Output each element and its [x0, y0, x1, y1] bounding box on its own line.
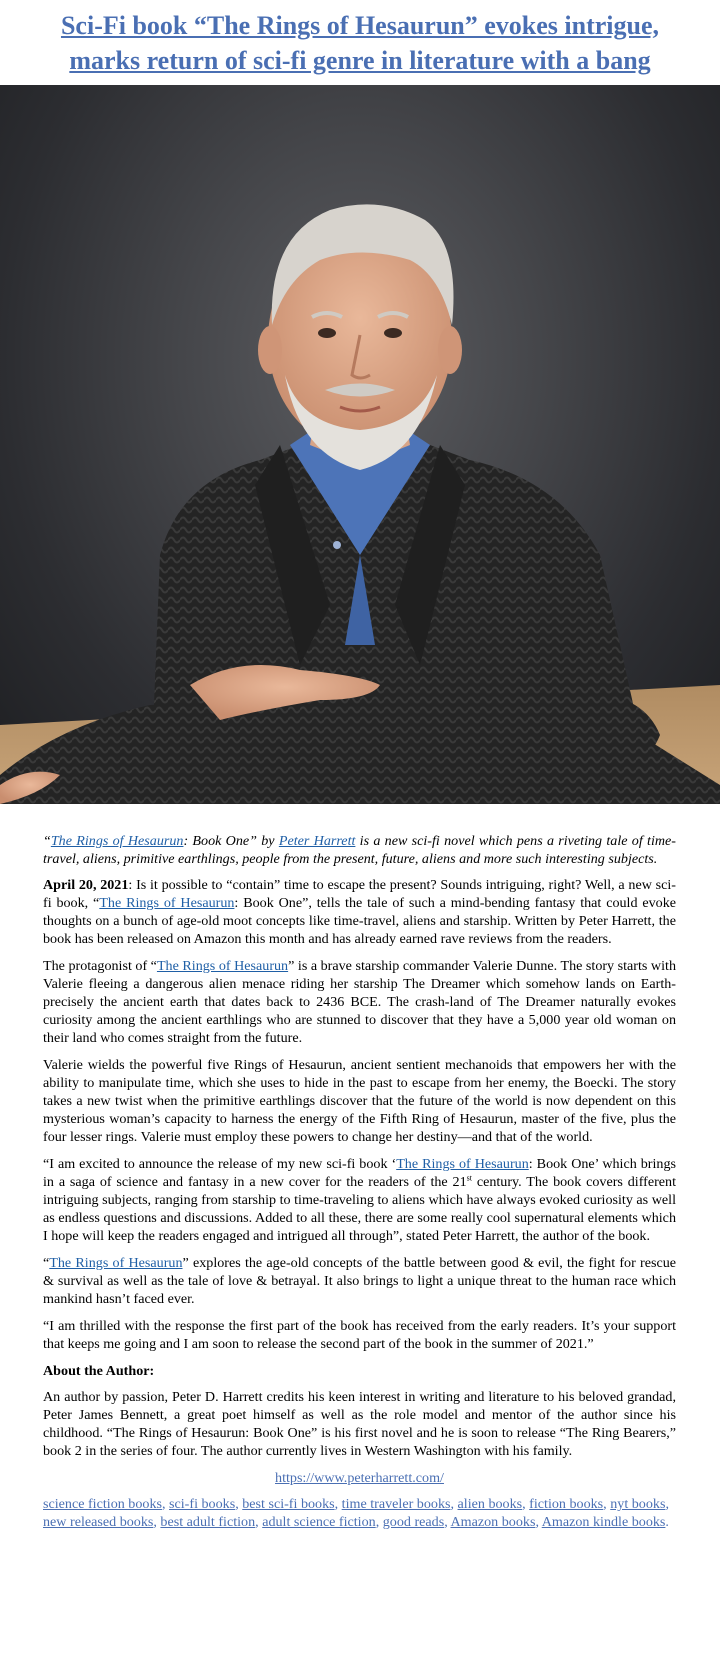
p2-text-2: ” is a brave starship commander Valerie Dunne. The story starts with Valerie fleeing a dangerous alien menace riding her starship The Dreamer which somehow lands on Earth- precisely the ancient earth that dates back to 2436 BCE. The crash-land of The Dreamer naturally evokes curiosity among the ancient earthlings who are stunned to discover that they have a 5,000 year old woman on their land who comes straight from the future.: [43, 958, 676, 1046]
headline: [0, 0, 720, 76]
tag-separator: ,: [535, 1514, 542, 1530]
tag-link[interactable]: best adult fiction: [160, 1514, 256, 1530]
tag-link[interactable]: alien books: [457, 1496, 523, 1512]
p1-text-1: : Is it possible to “contain” time to escape the present? Sounds intriguing, right? Well, a new sci-fi book, “: [43, 877, 676, 911]
paragraph-3: Valerie wields the powerful five Rings of Hesaurun, ancient sentient mechanoids that empowers her with the ability to manipulate time, which she uses to hide in the past to escape from her enemy, the Boecki. The story takes a new twist when the primitive earthlings discover that the future of the world is now dependent on this mysterious woman’s capacity to harness the energy of the Fifth Ring of Hesaurun, master of the five, plus the four lesser rings. Valerie must employ these powers to change her destiny—and that of the world.: [43, 1057, 676, 1145]
tag-link[interactable]: fiction books: [529, 1496, 604, 1512]
tag-separator: ,: [235, 1496, 243, 1512]
p5-text-2: ” explores the age-old concepts of the battle between good & evil, the fight for rescue & survival as well as the tale of love & betrayal. It also brings to light a unique threat to the human race which mankind hasn’t faced ever.: [43, 1255, 676, 1307]
book-link[interactable]: The Rings of Hesaurun: [156, 958, 289, 974]
tag-link[interactable]: new released books: [43, 1514, 154, 1530]
tag-link[interactable]: good reads: [382, 1514, 445, 1530]
tag-link[interactable]: adult science fiction: [262, 1514, 376, 1530]
about-heading: About the Author:: [43, 1363, 155, 1379]
p4-text-2: : Book One’ which brings in a saga of science and fantasy in a new cover for the readers of the 21: [43, 1156, 676, 1190]
tag-link[interactable]: science fiction books: [43, 1496, 162, 1512]
tag-separator: ,: [450, 1496, 458, 1512]
p4-text-1: “I am excited to announce the release of my new sci-fi book ‘: [43, 1156, 397, 1172]
book-link[interactable]: The Rings of Hesaurun: [99, 895, 235, 911]
tag-link[interactable]: nyt books: [610, 1496, 666, 1512]
tag-separator: ,: [161, 1496, 170, 1512]
paragraph-6: “I am thrilled with the response the first part of the book has received from the early readers. It’s your support that keeps me going and I am soon to release the second part of the book in the summer of 2021.”: [43, 1318, 676, 1352]
lead-text-open: “: [43, 833, 51, 849]
lead-paragraph: [43, 832, 676, 868]
headline-line-2: marks return of sci-fi genre in literature with a bang: [69, 46, 651, 75]
website-link[interactable]: https://www.peterharrett.com/: [275, 1470, 444, 1486]
tag-link[interactable]: Amazon kindle books: [541, 1514, 666, 1530]
tag-separator: ,: [444, 1514, 451, 1530]
tag-link[interactable]: time traveler books: [341, 1496, 451, 1512]
lead-text-2: is a new sci-fi novel which pens a riveting tale of time-travel, aliens, primitive earthlings, people from the present, future, aliens and more such interesting subjects.: [43, 833, 676, 867]
about-paragraph: An author by passion, Peter D. Harrett credits his keen interest in writing and literature to his beloved grandad, Peter James Bennett, a great poet himself as well as the role model and mentor of the author since his childhood. “The Rings of Hesaurun: Book One” is his first novel and he is soon to release “The Ring Bearers,” book 2 in the series of four. The author currently lives in Western Washington with his family.: [43, 1389, 676, 1459]
tag-list: [43, 1495, 676, 1531]
author-photo: [0, 85, 720, 804]
book-link[interactable]: The Rings of Hesaurun: [396, 1156, 529, 1172]
p2-text-1: The protagonist of “: [43, 958, 157, 974]
dateline: April 20, 2021: [43, 877, 129, 893]
article-body: [43, 832, 676, 1540]
website-line: [43, 1469, 676, 1487]
tag-separator: ,: [522, 1496, 530, 1512]
tag-separator: ,: [255, 1514, 263, 1530]
book-link[interactable]: The Rings of Hesaurun: [49, 1255, 183, 1271]
tag-separator: ,: [153, 1514, 161, 1530]
ordinal-suffix: st: [466, 1173, 472, 1183]
p1-text-2: : Book One”, tells the tale of such a mind-bending fantasy that could evoke thoughts on a bunch of age-old moot concepts like time-travel, aliens and starship. Written by Peter Harrett, the book has been released on Amazon this month and has already earned rave reviews from the readers.: [43, 895, 677, 947]
p5-text-1: “: [43, 1255, 50, 1271]
tag-link[interactable]: sci-fi books: [169, 1496, 236, 1512]
tag-separator: ,: [334, 1496, 342, 1512]
headline-line-1: Sci-Fi book “The Rings of Hesaurun” evokes intrigue,: [60, 11, 660, 40]
paragraph-4: [43, 1155, 676, 1245]
tag-separator: ,: [375, 1514, 383, 1530]
author-portrait-icon: [0, 85, 720, 804]
tag-separator: ,: [665, 1496, 669, 1512]
lead-text-1: : Book One” by: [183, 833, 279, 849]
author-link[interactable]: Peter Harrett: [278, 833, 356, 849]
tag-link[interactable]: Amazon books: [450, 1514, 536, 1530]
p4-text-3: century. The book covers different intriguing subjects, ranging from starship to time-traveling to aliens which have always evoked curiosity as well as endless questions and discussions. Added to all these, there are some really cool supernatural elements which I hope will keep the readers engaged and intrigued all through”, stated Peter Harrett, the author of the book.: [43, 1174, 677, 1244]
tag-separator: ,: [603, 1496, 611, 1512]
tag-link[interactable]: best sci-fi books: [242, 1496, 335, 1512]
paragraph-5: [43, 1254, 676, 1308]
paragraph-2: [43, 957, 676, 1047]
paragraph-1: [43, 876, 676, 948]
headline-link[interactable]: [61, 11, 659, 75]
tag-separator: .: [665, 1514, 669, 1530]
book-link[interactable]: The Rings of Hesaurun: [50, 833, 184, 849]
